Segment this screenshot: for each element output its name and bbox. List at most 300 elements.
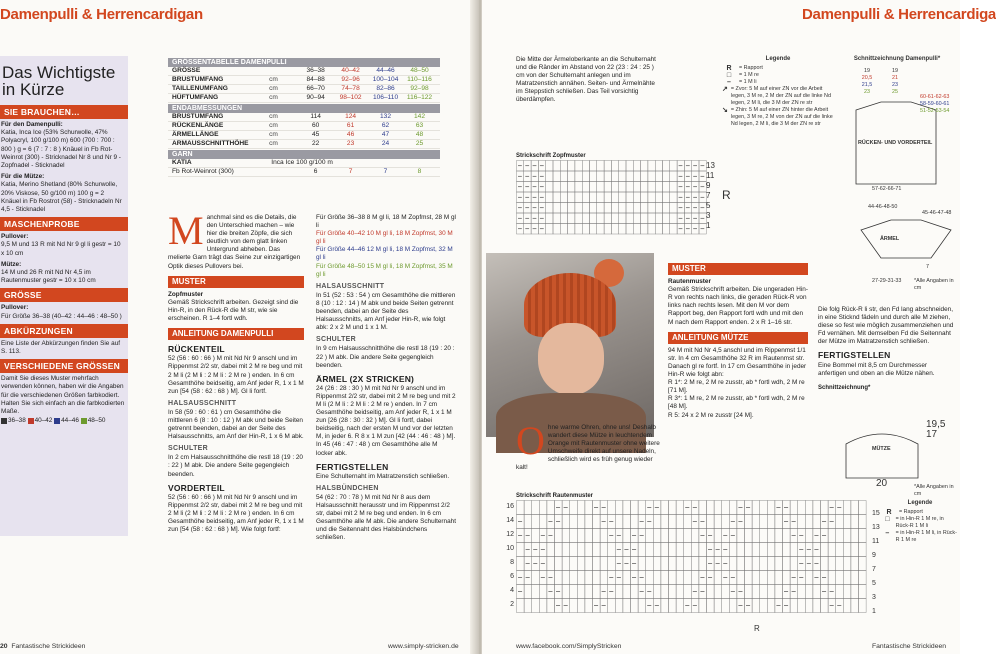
grid-cell [653,585,661,599]
grid-cell [714,501,722,515]
right-col-middle [668,258,808,420]
grid-cell [562,529,570,543]
table-cell: BRUSTUMFANG [172,76,224,83]
right-top-text: Die Mitte der Ärmeloberkante an die Schulternaht und die Ränder im Abstand von 22 (23 : 24 : 25 ) cm von der Schulternaht anlegen und im Matratzenstich annähen. Seiten- und Ärmelnähte im Steppstich schließen. Das Teil vorsichtig überdämpfen. [516,56,656,104]
grid-cell [653,515,661,529]
grid-cell [547,543,555,557]
grid-cell [597,182,604,193]
grid-cell [633,213,640,224]
row-number: 12 [506,531,514,538]
grid-cell [714,599,722,613]
grid-cell [760,557,768,571]
grid-cell [676,515,684,529]
grid-cell [560,171,567,182]
grid-cell [623,571,631,585]
rauten-row-numbers-left [504,500,514,612]
grid-cell [707,599,715,613]
table-cell: 61 [346,122,355,129]
chart-rauten [516,500,868,620]
heading-schulter: SCHULTER [168,445,208,453]
grid-cell [714,585,722,599]
grid-cell [684,585,692,599]
grid-cell [775,571,783,585]
grid-cell [546,192,553,203]
grid-cell [655,224,662,235]
column-1 [168,208,304,534]
grid-cell [597,213,604,224]
grid-cell [553,203,560,214]
heading-halsausschnitt-2: HALSAUSSCHNITT [316,282,385,290]
table-cell: RÜCKENLÄNGE [172,122,224,129]
grid-cell [684,543,692,557]
row-number: 5 [706,201,711,210]
grid-cell [619,192,626,203]
table-row [168,76,440,85]
grid-cell [843,515,851,529]
grid-cell [714,571,722,585]
grid-cell [821,543,829,557]
grid-cell [562,515,570,529]
grid-cell [615,585,623,599]
grid-cell [626,182,633,193]
grid-cell [604,192,611,203]
grid-cell [843,585,851,599]
grid-cell [585,557,593,571]
grid-cell [798,501,806,515]
grid-cell [615,599,623,613]
grid-cell [676,543,684,557]
grid-cell [604,224,611,235]
table-cell: 40–42 [341,67,360,74]
grid-cell [676,501,684,515]
grid-cell [555,571,563,585]
table-cell: ARMAUSSCHNITTHÖHE [172,140,249,147]
grid-cell [676,557,684,571]
grid-cell [611,224,618,235]
grid-cell [805,529,813,543]
grid-cell [585,599,593,613]
grid-cell [577,599,585,613]
row-number: 1 [706,221,711,230]
hat-h2: 17 [926,429,938,440]
grid-cell [600,571,608,585]
table-cell: 66–70 [306,85,325,92]
table-cell: 44–46 [376,67,395,74]
grid-cell [585,515,593,529]
heading-fertigstellen: FERTIGSTELLEN [316,461,389,472]
sizes-info: Damit Sie dieses Muster mehrfach verwenden können, haben wir die Angaben für die verschiedenen Größen farbkodiert. Halten Sie sich einfach an die farbkodierten Maße. [1,375,125,416]
heading-fertigstellen-2: FERTIGSTELLEN [818,350,891,361]
aside-text: Die folg Rück-R li str, den Fd lang abschneiden, in eine Sticknd fädeln und durch alle M ziehen, diese so fest wie möglich zusammenziehen und Fd vernähen. Mit demselben Fd die Seitennaht der Mütze im Matratzenstich schließen. [818,306,954,346]
legend-item [722,72,834,79]
grid-cell [623,529,631,543]
grid-cell [604,213,611,224]
grid-cell [590,213,597,224]
grid-cell [553,182,560,193]
grid-cell [676,571,684,585]
swatch-size-2 [28,418,34,424]
legend-item [882,530,958,544]
heading-halsbuendchen: HALSBÜNDCHEN [316,484,379,492]
legend-item [722,107,834,128]
grid-cell [597,161,604,172]
grid-cell [752,585,760,599]
legend-item [722,79,834,86]
table-cell: 116–122 [406,94,433,101]
grid-cell [669,599,677,613]
photo-woman-hat [486,253,654,437]
grid-cell [663,182,670,193]
grid-cell [859,571,867,585]
grid-cell [646,543,654,557]
grid-cell [532,571,540,585]
rauten-heading: Rautenmuster [668,278,711,286]
hat-width: 20 [876,478,888,489]
table-cell: BRUSTUMFANG [172,113,224,120]
grid-cell [767,515,775,529]
row-number: 14 [506,517,514,524]
grid-cell [532,529,540,543]
row-number: 16 [506,503,514,510]
grid-cell [546,224,553,235]
table-row [168,67,440,76]
grid-cell [752,571,760,585]
table-cell [269,67,298,75]
grid-cell [623,585,631,599]
table-cell: 92–98 [410,85,429,92]
sidebar-title: Das Wichtigste in Kürze [2,63,116,99]
grid-cell [767,529,775,543]
grid-cell [590,192,597,203]
table-cell: 36–38 [306,67,325,74]
grid-cell [555,543,563,557]
row-number: 4 [510,587,514,594]
grid-cell [633,224,640,235]
grid-cell [568,161,575,172]
grid-cell [619,161,626,172]
grid-cell [843,529,851,543]
grid-cell [532,515,540,529]
grid-cell [843,543,851,557]
grid-cell [585,585,593,599]
legend-text: = 1 M li [739,79,757,85]
grid-cell [670,161,677,172]
grid-cell [560,192,567,203]
grid-cell [767,599,775,613]
grid-cell [633,192,640,203]
schematic-hat [842,422,922,484]
grid-cell [653,543,661,557]
grid-cell [646,529,654,543]
grid-cell [790,543,798,557]
grid-cell [575,171,582,182]
grid-cell [648,213,655,224]
grid-cell [813,599,821,613]
row-number: 15 [872,510,880,517]
heading-rueckenteil: RÜCKENTEIL [168,344,225,355]
aermel-side-2: 7 [926,264,929,270]
section-bar-verschiedene: VERSCHIEDENE GRÖSSEN [0,359,128,373]
legend-text: = Rapport [899,509,923,515]
grid-cell [641,224,648,235]
table-row [168,113,440,122]
grid-cell [582,182,589,193]
grid-cell [714,529,722,543]
grid-cell [611,171,618,182]
grid-cell [798,515,806,529]
grid-cell [626,171,633,182]
grid-cell [859,585,867,599]
grid-cell [775,543,783,557]
grid-cell [585,501,593,515]
table-cell: 24 [381,140,390,147]
section-bar-groesse: GRÖSSE [0,288,128,302]
grid-cell [843,501,851,515]
legend-text: = 1 M re [739,72,759,78]
legend-symbol: – [727,79,731,86]
grid-cell [729,557,737,571]
grid-cell [851,501,859,515]
grid-cell [575,213,582,224]
grid-cell [828,571,836,585]
grid-cell [851,585,859,599]
grid-cell [813,501,821,515]
grid-cell [783,571,791,585]
left-page [0,0,478,654]
grid-cell [623,515,631,529]
legend-text: = in Hin-R 1 M re, in Rück-R 1 M li [895,516,944,529]
size-step-2: Für Größe 40–42 10 M gl li, 18 M Zopfmst, 30 M gl li [316,230,453,246]
page-header-right: Damenpulli & Herrencardiga [802,6,996,23]
grid-cell [577,501,585,515]
grid-cell [663,192,670,203]
schnitt-top-b: 19 21 23 25 [892,68,898,95]
grid-cell [570,557,578,571]
grid-cell [760,571,768,585]
table-cell: 114 [310,113,321,120]
table-cell: cm [269,94,278,101]
grid-cell [553,224,560,235]
grid-cell [670,182,677,193]
table-row [168,140,440,149]
grid-cell [577,515,585,529]
grid-cell [619,182,626,193]
schnitt-body-label: RÜCKEN- UND VORDERTEIL [858,140,933,146]
grid-cell [775,557,783,571]
grid-cell [661,501,669,515]
grid-cell [593,543,601,557]
grid-cell [570,571,578,585]
grid-cell [699,599,707,613]
grid-cell [661,515,669,529]
grid-cell [670,171,677,182]
grid-cell [539,515,547,529]
grid-cell [714,515,722,529]
table-cell: ÄRMELLÄNGE [172,131,219,138]
grid-cell [775,529,783,543]
grid-cell [570,501,578,515]
table-row-garn-color: Fb Rot-Weinrot (300) 6 7 7 8 [168,168,440,177]
swatch-size-4 [81,418,87,424]
grid-cell [813,515,821,529]
heading-vorderteil: VORDERTEIL [168,482,225,493]
table-cell: 124 [345,113,357,120]
grid-cell [638,557,646,571]
schnitt-side: 60-61-62-63 58-59-60-61 51-52-53-54 [920,94,950,114]
grid-cell [699,501,707,515]
grid-cell [619,224,626,235]
rauten-rapport-mark: R [754,624,760,633]
grid-cell [611,192,618,203]
grid-cell [553,161,560,172]
grid-cell [532,585,540,599]
grid-cell [653,529,661,543]
row-number: 9 [872,552,876,559]
grid-cell [798,599,806,613]
grid-cell [633,182,640,193]
grid-cell [608,543,616,557]
aermel-top: 44-46-48-50 [868,204,898,210]
grid-cell [669,543,677,557]
grid-cell [555,529,563,543]
grid-cell [582,161,589,172]
grid-cell [843,599,851,613]
rauten-text: Gemäß Strickschrift arbeiten. Die ungeraden Hin-R von rechts nach links, die geraden Rück-R von links nach rechts lesen. Mit den M vor dem Rapport beg, den Rapport fortl wdh und mit den M nach dem Rapport enden. 2 x R 1–16 str. [668,286,808,326]
grid-cell [767,557,775,571]
grid-cell [597,203,604,214]
swatch-size-1 [1,418,7,424]
row-number: 13 [706,161,715,170]
grid-cell [783,543,791,557]
grid-cell [699,543,707,557]
grid-cell [582,213,589,224]
grid-cell [590,171,597,182]
legend-symbol: R [886,509,892,516]
grid-cell [532,599,540,613]
table-cell: cm [269,131,278,138]
grid-cell [575,203,582,214]
grid-cell [653,571,661,585]
legend-rauten: Legende R = Rapport □ = in Hin-R 1 M re, in Rück-R 1 M li – = in Hin-R 1 M li, in Rück-R 1 M re [882,500,958,544]
grid-cell [661,529,669,543]
grid-cell [604,182,611,193]
section-bar-muster: MUSTER [168,276,304,288]
caption-rauten: Strickschrift Rautenmuster [516,493,594,499]
grid-cell [590,224,597,235]
caption-zopf: Strickschrift Zopfmuster [516,153,586,159]
grid-cell [575,161,582,172]
grid-cell [859,529,867,543]
legend-symbol: ↗ [722,86,728,93]
grid-cell [669,515,677,529]
text-aermel: 24 (26 : 28 : 30 ) M mit Nd Nr 9 anschl und im Rippenmst 2/2 str, dabei mit 2 M re beg und mit 2 M li (2 M li : 2 M li : 2 M re ) enden. In 7 cm Gesamthöhe beidseitig, am Anf jeder R, 1 x 1 M zun [26 (28 : 30 : 32 ) M]. Gl li fortf, dabei beidseitig, nach der ersten M und vor der letzten M, in jeder 6. R 8 x 1 M zun [42 (44 : 46 : 48 ) M]. In 45 (46 : 47 : 48 ) cm Gesamthöhe alle M locker abk. [316,384,456,457]
grid-cell [560,182,567,193]
legend-symbol: □ [726,72,732,79]
page-header-left: Damenpulli & Herrencardigan [0,6,203,23]
grid-cell [813,585,821,599]
row-number: 13 [872,524,880,531]
grid-cell [590,161,597,172]
grid-cell [767,501,775,515]
abbreviations-info: Eine Liste der Abkürzungen finden Sie auf S. 113. [1,339,121,356]
legend-symbol: □ [885,516,890,523]
grid-cell [553,192,560,203]
section-bar-maschenprobe: MASCHENPROBE [0,217,128,231]
grid-cell [619,203,626,214]
grid-cell [568,171,575,182]
grid-cell [760,543,768,557]
grid-cell [707,585,715,599]
grid-cell [836,571,844,585]
grid-cell [562,571,570,585]
grid-cell [631,515,639,529]
grid-cell [669,501,677,515]
size-step-4: Für Größe 48–50 15 M gl li, 18 M Zopfmst, 35 M gl li [316,262,453,278]
grid-cell [676,529,684,543]
grid-cell [570,585,578,599]
grid-cell [590,203,597,214]
grid-cell [805,599,813,613]
grid-cell [631,501,639,515]
table-row [168,94,440,103]
grid-cell [517,599,525,613]
grid-cell [745,529,753,543]
grid-cell [575,192,582,203]
photo-face [538,323,604,395]
grid-cell [729,543,737,557]
table-cell: 98–102 [339,94,362,101]
grid-cell [655,203,662,214]
grid-cell [577,557,585,571]
grid-cell [568,192,575,203]
grid-cell [670,213,677,224]
grid-cell [633,171,640,182]
grid-cell [568,224,575,235]
grid-cell [597,192,604,203]
caption-hat-schnitt: Schnittzeichnung* [818,384,871,391]
size-table-header-2: ENDABMESSUNGEN [168,104,440,113]
grid-cell [691,543,699,557]
zopf-heading: Zopfmuster [168,290,204,298]
footer-left: 20 Fantastische Strickideen [0,643,86,650]
grid-cell [851,599,859,613]
row-number: 1 [872,608,876,615]
table-row [168,85,440,94]
table-cell: 82–86 [376,85,395,92]
grid-cell [663,224,670,235]
grid-cell [851,515,859,529]
grid-cell [626,192,633,203]
grid-cell [648,203,655,214]
gauge-muetze: Mütze: 14 M und 26 R mit Nd Nr 4,5 im Rautenmuster gestr = 10 x 10 cm [1,260,96,285]
grid-cell [661,571,669,585]
grid-cell [631,585,639,599]
table-cell: 62 [381,122,390,129]
legend-symbol: ↘ [722,107,728,114]
grid-cell [633,161,640,172]
grid-cell [608,599,616,613]
muetze-text: 94 M mit Nd Nr 4,5 anschl und im Rippenmst 1/1 str. In 4 cm Gesamthöhe 32 R im Rautenmst str. Danach gl re fortf. In 17 cm Gesamthöhe in jeder Hin-R wie folgt abn: [668,346,807,379]
grid-cell [859,599,867,613]
grid-cell [648,161,655,172]
grid-cell [623,501,631,515]
grid-cell [641,182,648,193]
grid-cell [828,557,836,571]
gauge-pullover: Pullover: 9,5 M und 13 R mit Nd Nr 9 gl li gestr = 10 x 10 cm [1,233,121,257]
legend-text: = Zhin: 5 M auf einer ZN hinter die Arbeit legen, 3 M re, 2 M von der ZN auf die linke Nd legen, 2 M li, die 3 M der ZN re str [730,107,833,127]
materials-muetze: Für die Mütze: Katia, Merino Shetland (80% Schurwolle, 20% Viskose, 50 g/100 m) 100 g = 2 Knäuel in Fb Rostrot (58) - Stricknadeln Nr 4,5 - Sticknadel [1,173,122,214]
legend-zopf: Legende R = Rapport □ = 1 M re – = 1 M li ↗ = Zvor: 5 M auf einer ZN vor die Arbeit legen, 3 M re, 2 M der ZN auf die linke Nd legen, 2 M li, die 3 M der ZN re str ↘ = Zhin: 5 M auf einer ZN hinter die Arbeit legen, 3 M re, 2 M von der ZN auf die linke Nd legen, 2 M li, die 3 M der ZN re str [722,56,833,127]
